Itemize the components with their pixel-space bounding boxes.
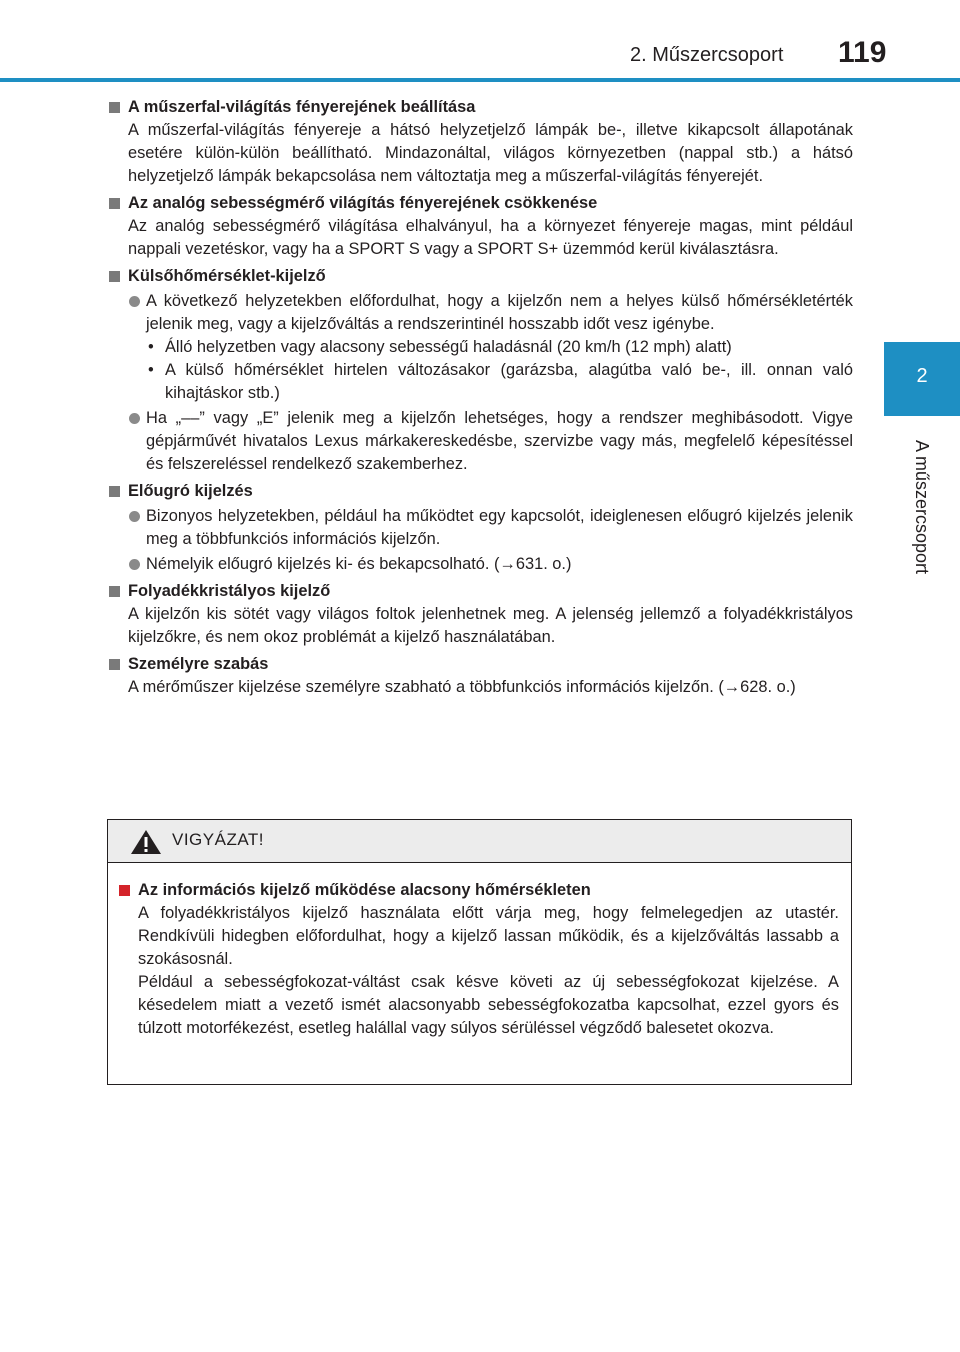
page-content [108,92,853,699]
warning-body [108,863,851,1040]
section-heading [108,192,853,215]
bullet-item [108,505,853,551]
section-heading [108,96,853,119]
chapter-number: 2 [916,365,928,387]
dot-bullet-icon: • [148,338,154,356]
warning-title: VIGYÁZAT! [172,830,265,849]
warning-triangle-icon [130,829,162,855]
sub-bullet-item [108,359,853,405]
square-bullet-icon [109,486,120,497]
circle-bullet-icon [129,413,140,424]
sub-bullet-text: Álló helyzetben vagy alacsony sebességű haladásnál (20 km/h (12 mph) alatt) [165,338,732,356]
circle-bullet-icon [129,559,140,570]
warning-subtitle: Az információs kijelző működése alacsony hőmérsékleten [138,881,591,899]
section-title: Folyadékkristályos kijelző [128,582,331,600]
header-rule [0,78,960,82]
circle-bullet-icon [129,511,140,522]
paragraph: A mérőműszer kijelzése személyre szabható a többfunkciós információs kijelzőn. (→628. o.) [128,678,796,696]
bullet-text: Bizonyos helyzetekben, például ha működtet egy kapcsolót, ideiglenesen előugró kijelzés jelenik meg a többfunkciós információs kijelzőn. [146,507,853,548]
sub-bullet-text: A külső hőmérséklet hirtelen változásakor (garázsba, alagútba való be-, ill. onnan való kihajtáskor stb.) [165,361,853,402]
square-bullet-icon [109,586,120,597]
warning-paragraph: Például a sebességfokozat-váltást csak késve követi az új sebességfokozat kijelzése. A késedelem miatt a vezető ismét alacsonyabb sebességfokozatba kapcsolhat, ezzel gyors és túlzott motorfékezést, esetleg halállal vagy súlyos sérüléssel végződő balesetet okozva. [138,973,839,1037]
dot-bullet-icon: • [148,361,154,379]
section-title: Előugró kijelzés [128,482,253,500]
section-title: A műszerfal-világítás fényerejének beállítása [128,98,476,116]
square-bullet-icon [109,198,120,209]
circle-bullet-icon [129,296,140,307]
bullet-text: Ha „––” vagy „E” jelenik meg a kijelzőn lehetséges, hogy a rendszer meghibásodott. Vigye gépjárművét hivatalos Lexus márkakereskedésbe, szervizbe vagy más, megfelelő képesítéssel és felszereléssel rendelkező szakemberhez. [146,409,853,473]
bullet-text: A következő helyzetekben előfordulhat, hogy a kijelzőn nem a helyes külső hőmérsékletérték jelenik meg, vagy a kijelzőváltás a rendszerintinél hosszabb időt vesz igénybe. [146,292,853,333]
square-bullet-icon [109,102,120,113]
warning-subheading [118,879,839,902]
chapter-label: A műszercsoport [912,440,932,575]
bullet-item [108,553,853,576]
section-heading [108,480,853,503]
section-heading [108,580,853,603]
warning-paragraph: A folyadékkristályos kijelző használata előtt várja meg, hogy felmelegedjen az utastér. Rendkívüli hidegben előfordulhat, hogy a kijelző lassan működik, és a kijelzőváltás lassabb a szokásosnál. [138,904,839,968]
bullet-item [108,290,853,336]
warning-box [107,819,852,1085]
section-title: Az analóg sebességmérő világítás fényerejének csökkenése [128,194,598,212]
sub-bullet-item [108,336,853,359]
section-heading [108,265,853,288]
bullet-text: Némelyik előugró kijelzés ki- és bekapcsolható. (→631. o.) [146,555,572,573]
section-heading [108,653,853,676]
paragraph: A műszerfal-világítás fényereje a hátsó helyzetjelző lámpák be-, illetve kikapcsolt állapotának esetére külön-külön beállítható. Mindazonáltal, világos környezetben (nappal stb.) a hátsó helyzetjelző lámpák bekapcsolása nem változtatja meg a műszerfal-világítás fényerejét. [128,121,853,185]
warning-header [108,820,851,863]
chapter-tab[interactable] [884,342,960,416]
square-bullet-icon [109,659,120,670]
section-title: Külsőhőmérséklet-kijelző [128,267,326,285]
red-square-bullet-icon [119,885,130,896]
page-number: 119 [838,36,887,69]
paragraph: Az analóg sebességmérő világítása elhalványul, ha a környezet fényereje magas, mint például nappali vezetéskor, vagy ha a SPORT S vagy a SPORT S+ üzemmód kerül kiválasztásra. [128,217,853,258]
bullet-item [108,407,853,476]
square-bullet-icon [109,271,120,282]
header-section-title: 2. Műszercsoport [630,44,784,66]
section-title: Személyre szabás [128,655,269,673]
paragraph: A kijelzőn kis sötét vagy világos foltok jelenhetnek meg. A jelenség jellemző a folyadékkristályos kijelzőkre, és nem okoz problémát a kijelző használatában. [128,605,853,646]
